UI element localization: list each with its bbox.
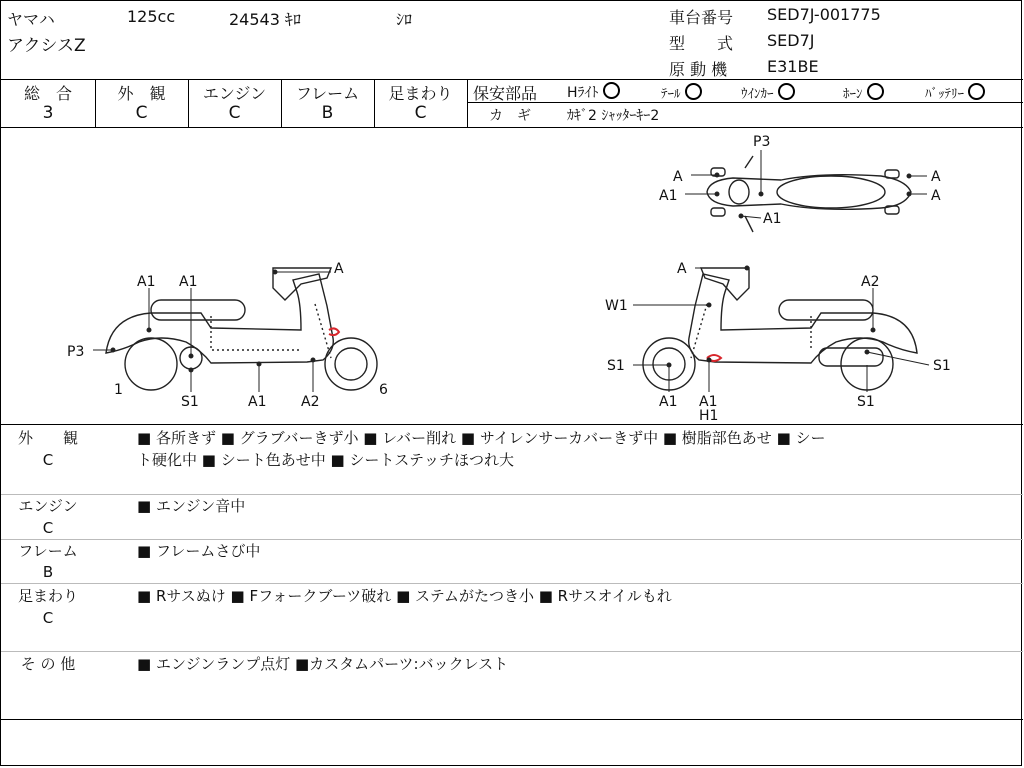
leader-lines: [93, 150, 929, 392]
diagram-label: A1: [699, 394, 718, 410]
section-label: エンジン: [18, 497, 78, 515]
safety-item-horn: ﾎｰﾝ: [843, 83, 884, 102]
section-line: ■ 各所きず ■ グラブバーきず小 ■ レバー削れ ■ サイレンサーカバーきず中 ■ 樹脂部色あせ ■ シー: [137, 429, 826, 447]
diagram-label: A2: [301, 394, 320, 410]
section-line: ■ エンジンランプ点灯 ■カスタムパーツ:バックレスト: [137, 655, 509, 673]
grade-value-suspension: C: [414, 103, 427, 123]
frame-no-label: 車台番号: [669, 8, 734, 27]
divider: [1, 424, 1023, 425]
diagram-label: S1: [857, 394, 875, 410]
condition-diagram: [1, 128, 1021, 424]
mileage: 24543 ｷﾛ: [229, 10, 301, 29]
section-label: 外 観: [17, 429, 78, 447]
scooter-body-outline: [689, 274, 917, 363]
scooter-seat: [151, 300, 245, 320]
ok-circle-icon: [778, 83, 795, 100]
ok-circle-icon: [968, 83, 985, 100]
grade-value-frame: B: [321, 103, 334, 123]
maker: ヤマハ: [7, 10, 55, 29]
diagram-label: A: [334, 261, 344, 277]
safety-label: 保安部品: [473, 84, 538, 103]
scooter-handlebar: [273, 268, 331, 300]
diagram-label: 6: [379, 382, 388, 398]
safety-item-tail: ﾃｰﾙ: [661, 83, 702, 102]
grade-label-engine: エンジン: [202, 84, 267, 103]
section-line: ■ フレームさび中: [137, 542, 261, 560]
engine-value: E31BE: [767, 57, 819, 76]
section-grade: C: [42, 609, 54, 627]
diagram-label: A2: [861, 274, 880, 290]
diagram-label: A: [931, 188, 941, 204]
divider: [467, 102, 1023, 103]
section-label: フレーム: [18, 542, 78, 560]
section-line: ■ Rサスぬけ ■ Fフォークブーツ破れ ■ ステムがたつき小 ■ Rサスオイルもれ: [137, 587, 672, 605]
grade-label-overall: 総 合: [23, 84, 72, 103]
ok-circle-icon: [603, 82, 620, 99]
diagram-label: A: [677, 261, 687, 277]
grade-label-suspension: 足まわり: [388, 84, 453, 103]
diagram-label: P3: [753, 134, 771, 150]
displacement: 125cc: [127, 7, 176, 26]
divider: [1, 79, 1023, 80]
scooter-handlebar: [701, 268, 749, 300]
diagram-label: W1: [605, 298, 628, 314]
ok-circle-icon: [867, 83, 884, 100]
diagram-label: H1: [699, 408, 719, 424]
grade-value-engine: C: [228, 103, 241, 123]
key-value: ｶｷﾞ2 ｼｬｯﾀｰｷｰ2: [567, 108, 660, 124]
grade-label-frame: フレーム: [295, 84, 360, 103]
safety-item-winker: ｳｲﾝｶｰ: [741, 83, 795, 102]
key-label: カ ギ: [489, 108, 531, 124]
safety-item-battery: ﾊﾞｯﾃﾘｰ: [925, 83, 985, 102]
section-line: ■ エンジン音中: [137, 497, 246, 515]
grade-label-exterior: 外 観: [117, 84, 166, 103]
divider: [1, 719, 1023, 720]
section-grade: B: [42, 563, 54, 581]
section-label: そ の 他: [20, 655, 76, 673]
diagram-label: A1: [763, 211, 782, 227]
damage-mark: [329, 328, 339, 335]
diagram-label: A1: [137, 274, 156, 290]
section-grade: C: [42, 519, 54, 537]
diagram-label: A1: [659, 394, 678, 410]
color: ｼﾛ: [396, 10, 413, 29]
scooter-top-view: [707, 156, 911, 232]
frame-no: SED7J-001775: [767, 5, 881, 24]
grade-value-overall: 3: [42, 103, 54, 123]
section-label: 足まわり: [17, 587, 78, 605]
diagram-label: S1: [181, 394, 199, 410]
scooter-front-wheel: [325, 338, 377, 390]
diagram-label: P3: [67, 344, 85, 360]
diagram-label: A1: [248, 394, 267, 410]
section-grade: C: [42, 451, 54, 469]
divider: [467, 79, 468, 127]
type-value: SED7J: [767, 31, 815, 50]
diagram-label: S1: [607, 358, 625, 374]
model-name: アクシスZ: [7, 36, 86, 56]
diagram-label: A: [673, 169, 683, 185]
engine-label: 原 動 機: [669, 60, 728, 79]
type-label: 型 式: [669, 34, 734, 53]
diagram-label: S1: [933, 358, 951, 374]
divider: [1, 651, 1023, 652]
ok-circle-icon: [685, 83, 702, 100]
diagram-label: A1: [179, 274, 198, 290]
scooter-seat: [779, 300, 873, 320]
scooter-rear-wheel: [125, 338, 177, 390]
safety-item-headlight: Hﾗｲﾄ: [567, 82, 620, 102]
section-line: ト硬化中 ■ シート色あせ中 ■ シートステッチほつれ大: [137, 451, 514, 469]
scooter-top-seat: [777, 176, 885, 208]
divider: [1, 583, 1023, 584]
diagram-label: A: [931, 169, 941, 185]
grade-value-exterior: C: [135, 103, 148, 123]
diagram-label: 1: [114, 382, 123, 398]
diagram-label: A1: [659, 188, 678, 204]
